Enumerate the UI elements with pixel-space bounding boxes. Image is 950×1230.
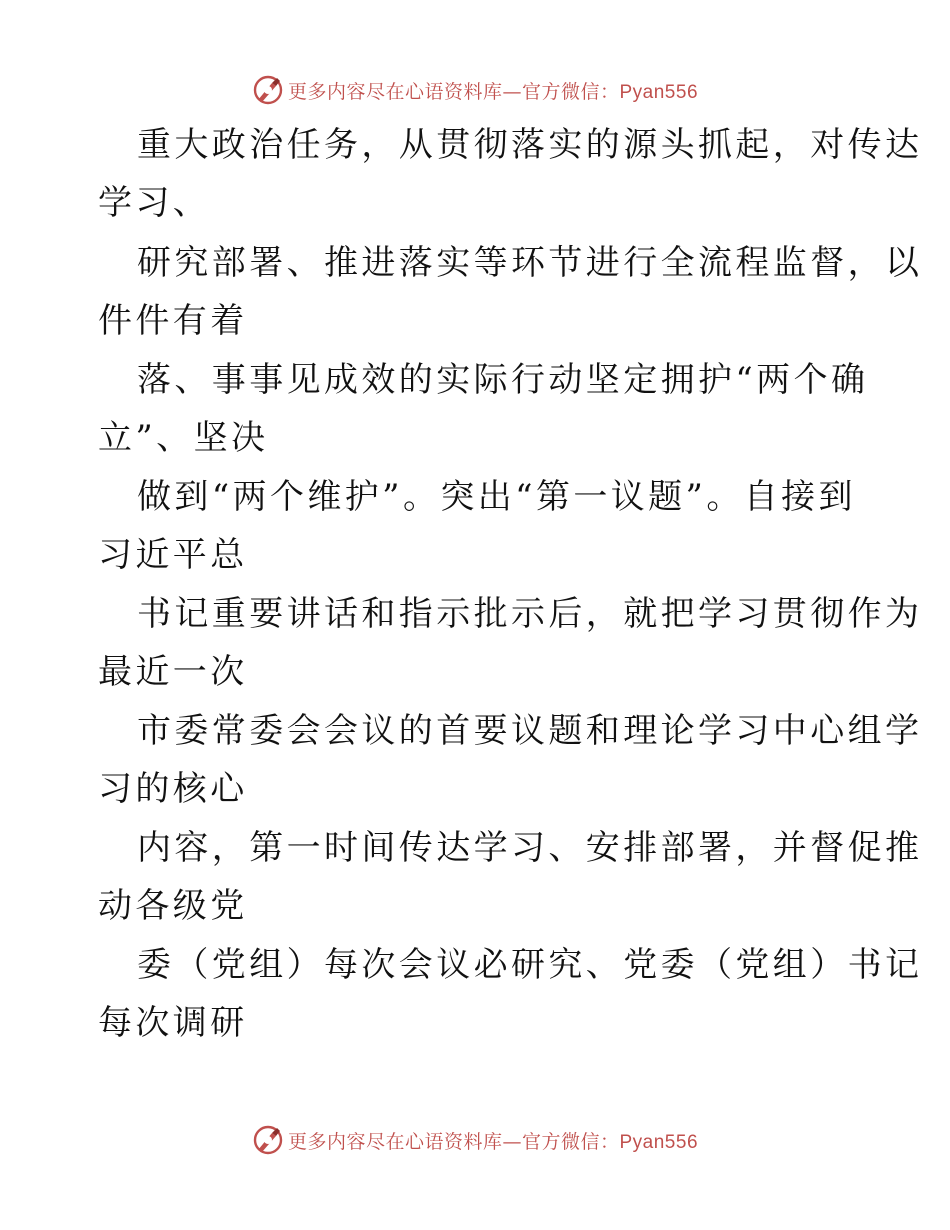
body-line: 市委常委会会议的首要议题和理论学习中心组学	[137, 711, 923, 751]
body-line: 委（党组）每次会议必研究、党委（党组）书记	[137, 945, 923, 985]
body-line: 每次调研	[98, 1003, 248, 1043]
header-banner	[0, 70, 950, 110]
header-banner-text: 更多内容尽在心语资料库—官方微信：Pyan556	[287, 80, 699, 103]
body-line: 做到“两个维护”。突出“第一议题”。自接到	[137, 477, 856, 517]
footer-wechat-id: Pyan556	[619, 1131, 699, 1153]
body-line: 内容，第一时间传达学习、安排部署，并督促推	[137, 828, 923, 868]
footer-banner	[0, 1120, 950, 1160]
body-line: 研究部署、推进落实等环节进行全流程监督，以	[137, 243, 923, 283]
body-line: 习近平总	[98, 535, 248, 575]
body-line: 重大政治任务，从贯彻落实的源头抓起，对传达	[137, 125, 923, 165]
body-line: 落、事事见成效的实际行动坚定拥护“两个确	[137, 360, 869, 400]
body-line: 立”、坚决	[98, 418, 269, 458]
body-line: 书记重要讲话和指示批示后，就把学习贯彻作为	[137, 594, 923, 634]
body-line: 动各级党	[98, 886, 248, 926]
body-line: 习的核心	[98, 769, 248, 809]
pen-logo-icon	[252, 74, 284, 106]
pen-logo-icon	[252, 1124, 284, 1156]
body-line: 最近一次	[98, 652, 248, 692]
header-wechat-id: Pyan556	[619, 81, 699, 103]
footer-banner-text: 更多内容尽在心语资料库—官方微信：Pyan556	[287, 1130, 699, 1153]
body-line: 学习、	[98, 183, 211, 223]
body-line: 件件有着	[98, 301, 248, 341]
